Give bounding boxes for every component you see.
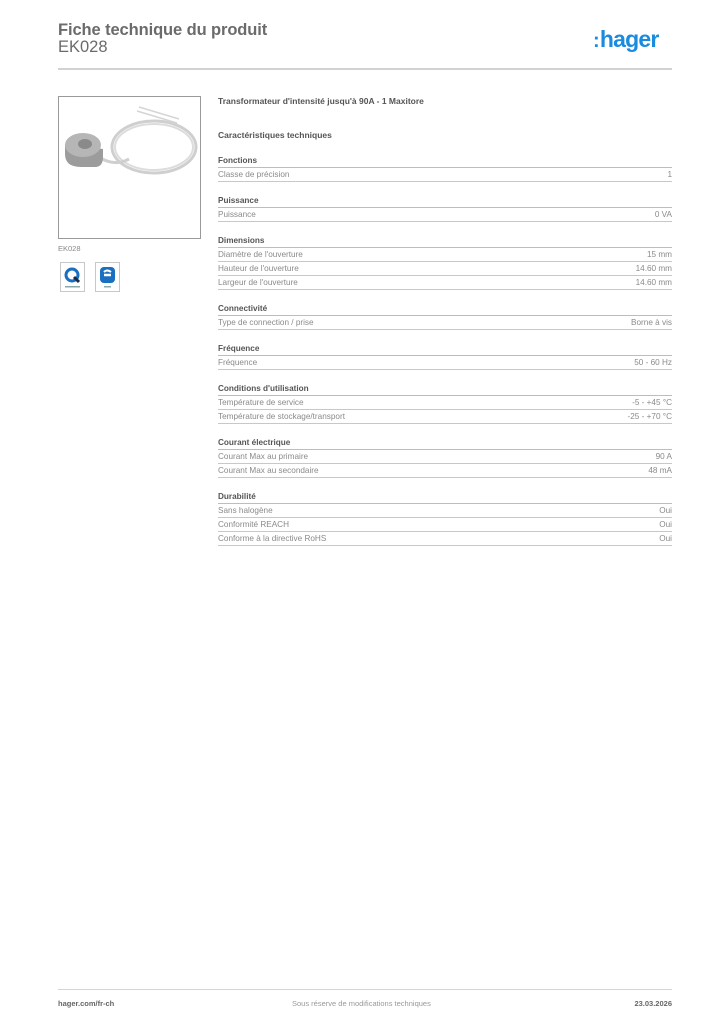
group-title: Fonctions: [218, 155, 672, 168]
row-label: Conforme à la directive RoHS: [218, 534, 327, 543]
table-row: [218, 262, 672, 276]
current-transformer-image-icon: [59, 97, 200, 238]
row-value: Borne à vis: [631, 318, 672, 327]
quality-certification-badge: [60, 262, 85, 292]
group-title: Conditions d'utilisation: [218, 383, 672, 396]
product-image: [58, 96, 201, 239]
table-row: [218, 208, 672, 222]
row-value: 48 mA: [648, 466, 672, 475]
product-reference-heading: EK028: [58, 38, 108, 56]
table-row: [218, 410, 672, 424]
logo-text: hager: [599, 26, 659, 52]
section-title: Caractéristiques techniques: [218, 130, 332, 140]
row-value: Oui: [659, 520, 672, 529]
row-value: 14.60 mm: [635, 264, 672, 273]
easy-e-icon: [96, 263, 119, 291]
row-value: 0 VA: [654, 210, 672, 219]
table-row: [218, 464, 672, 478]
group-fonctions: [218, 155, 672, 182]
row-value: 14.60 mm: [635, 278, 672, 287]
group-dimensions: [218, 235, 672, 290]
row-label: Conformité REACH: [218, 520, 289, 529]
row-label: Fréquence: [218, 358, 258, 367]
group-title: Connectivité: [218, 303, 672, 316]
row-label: Diamètre de l'ouverture: [218, 250, 303, 259]
row-label: Classe de précision: [218, 170, 290, 179]
table-row: [218, 396, 672, 410]
group-durabilite: [218, 491, 672, 546]
group-title: Durabilité: [218, 491, 672, 504]
table-row: [218, 518, 672, 532]
row-label: Largeur de l'ouverture: [218, 278, 298, 287]
row-value: 1: [667, 170, 672, 179]
page-title: Fiche technique du produit: [58, 21, 268, 39]
row-label: Température de stockage/transport: [218, 412, 345, 421]
group-puissance: [218, 195, 672, 222]
specifications-panel: [218, 92, 672, 546]
row-label: Hauteur de l'ouverture: [218, 264, 299, 273]
row-value: 15 mm: [646, 250, 672, 259]
row-value: 90 A: [655, 452, 672, 461]
table-row: [218, 168, 672, 182]
group-connectivite: [218, 303, 672, 330]
product-description: Transformateur d'intensité jusqu'à 90A - 1 Maxitore: [218, 96, 424, 106]
product-reference-label: EK028: [58, 244, 81, 253]
quality-q-icon: [61, 263, 84, 291]
table-row: [218, 532, 672, 546]
row-label: Sans halogène: [218, 506, 273, 515]
row-value: Oui: [659, 506, 672, 515]
table-row: [218, 504, 672, 518]
group-courant-electrique: [218, 437, 672, 478]
table-row: [218, 356, 672, 370]
table-row: [218, 316, 672, 330]
table-row: [218, 450, 672, 464]
row-label: Courant Max au primaire: [218, 452, 309, 461]
footer-divider: [58, 989, 672, 990]
footer-disclaimer: Sous réserve de modifications techniques: [292, 999, 431, 1008]
row-value: -25 - +70 °C: [627, 412, 672, 421]
row-label: Type de connection / prise: [218, 318, 314, 327]
hager-logo: [593, 27, 659, 53]
group-frequence: [218, 343, 672, 370]
row-label: Température de service: [218, 398, 304, 407]
row-value: -5 - +45 °C: [632, 398, 672, 407]
row-value: Oui: [659, 534, 672, 543]
logo-colon-icon: :: [593, 30, 599, 52]
group-title: Puissance: [218, 195, 672, 208]
group-conditions-utilisation: [218, 383, 672, 424]
table-row: [218, 276, 672, 290]
group-title: Courant électrique: [218, 437, 672, 450]
group-title: Dimensions: [218, 235, 672, 248]
group-title: Fréquence: [218, 343, 672, 356]
footer-date: 23.03.2026: [634, 999, 672, 1008]
row-label: Courant Max au secondaire: [218, 466, 319, 475]
row-label: Puissance: [218, 210, 256, 219]
header-divider: [58, 68, 672, 70]
easy-certification-badge: [95, 262, 120, 292]
row-value: 50 - 60 Hz: [634, 358, 672, 367]
table-row: [218, 248, 672, 262]
footer-website-link[interactable]: hager.com/fr-ch: [58, 999, 115, 1008]
